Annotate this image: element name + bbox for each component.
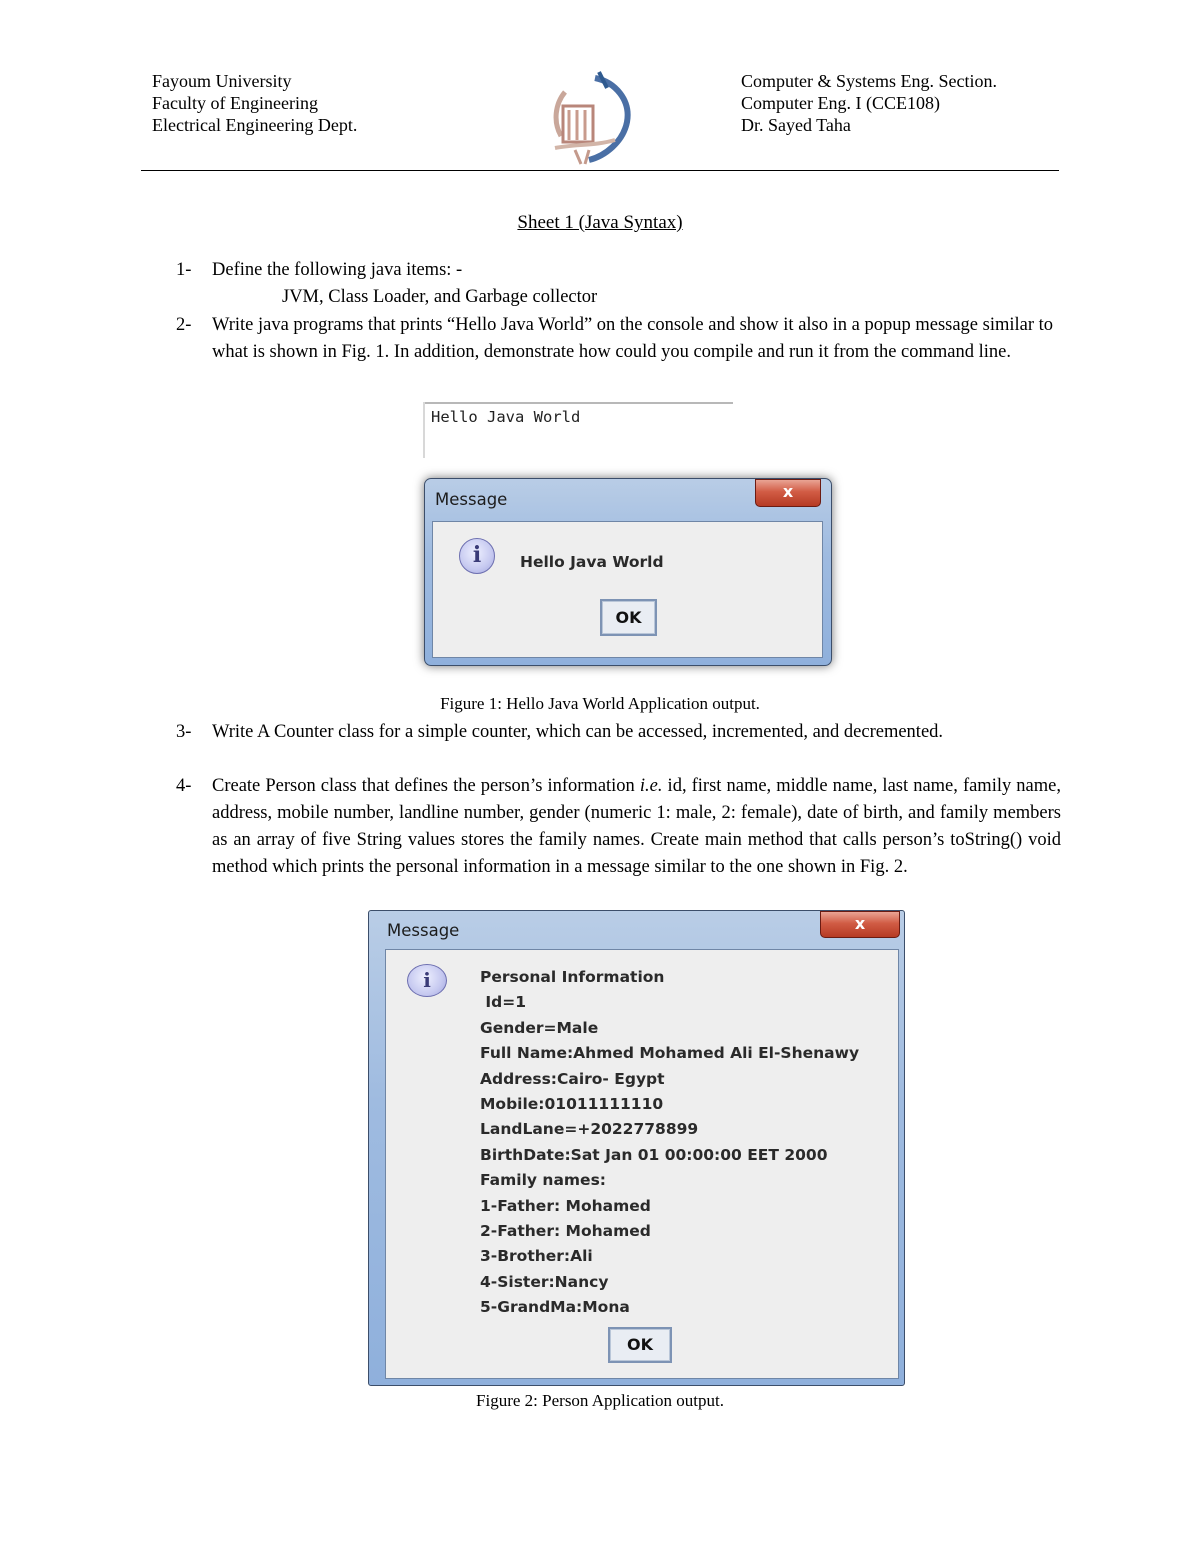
question-number: 4- (176, 776, 192, 796)
question-text: Create Person class that defines the person’s information i.e. id, first name, middle name, last name, family name, address, mobile number, landline number, gender (numeric 1: male, 2: female), date of birth, and family members as an array of five String values stores the family names. Create main method that calls person’s toString() void method which prints the personal information in a message similar to the one shown in Fig. 2. (212, 776, 1061, 877)
header-divider (141, 170, 1059, 171)
info-line: Gender=Male (480, 1018, 599, 1037)
person-info-lines (480, 965, 859, 1321)
question-number: 3- (176, 722, 192, 742)
question-2 (176, 312, 1061, 394)
question-4 (176, 773, 1061, 909)
info-line: Address:Cairo- Egypt (480, 1069, 665, 1088)
instructor-name: Dr. Sayed Taha (741, 115, 851, 135)
header-left (152, 70, 357, 136)
figure-2-caption: Figure 2: Person Application output. (476, 1391, 724, 1410)
ie-abbrev: i.e. (639, 776, 663, 796)
info-line: Full Name:Ahmed Mohamed Ali El-Shenawy (480, 1044, 860, 1063)
info-line: 2-Father: Mohamed (480, 1222, 651, 1241)
university-name: Fayoum University (152, 71, 292, 91)
dialog-title: Message (387, 921, 460, 940)
sheet-title: Sheet 1 (Java Syntax) (517, 212, 683, 233)
question-items: JVM, Class Loader, and Garbage collector (282, 287, 598, 307)
info-icon: i (407, 964, 447, 997)
console-output (423, 402, 733, 458)
dialog-title: Message (435, 490, 508, 509)
question-3 (176, 719, 1061, 775)
department-name: Electrical Engineering Dept. (152, 115, 358, 135)
header-right (741, 70, 997, 136)
course-name: Computer Eng. I (CCE108) (741, 93, 940, 113)
dialog-panel (432, 521, 823, 658)
console-text: Hello Java World (431, 408, 581, 426)
dialog-panel (385, 949, 899, 1379)
info-line: LandLane=+2022778899 (480, 1120, 699, 1139)
info-line: 4-Sister:Nancy (480, 1272, 609, 1291)
ok-button[interactable]: OK (600, 599, 657, 636)
question-text: Write java programs that prints “Hello Java World” on the console and show it also in a popup message similar to what is shown in Fig. 1. In addition, demonstrate how could you compile and run it from the command line. (212, 315, 1054, 362)
figure-1-caption: Figure 1: Hello Java World Application output. (440, 694, 760, 713)
info-icon: i (459, 538, 495, 574)
faculty-name: Faculty of Engineering (152, 93, 318, 113)
question-number: 2- (176, 315, 192, 335)
university-logo (545, 70, 635, 166)
question-number: 1- (176, 260, 192, 280)
message-dialog-person (368, 910, 905, 1386)
message-dialog-hello (424, 478, 832, 666)
info-line: 3-Brother:Ali (480, 1247, 593, 1266)
dialog-message: Hello Java World (520, 553, 664, 571)
info-line: 1-Father: Mohamed (480, 1196, 651, 1215)
question-text: Define the following java items: - (212, 260, 463, 280)
close-button[interactable]: x (755, 479, 821, 507)
close-button[interactable]: x (820, 911, 900, 938)
info-line: Family names: (480, 1171, 606, 1190)
info-line: Id=1 (480, 993, 527, 1012)
info-line: 5-GrandMa:Mona (480, 1298, 630, 1317)
section-name: Computer & Systems Eng. Section. (741, 71, 997, 91)
question-1 (176, 257, 1061, 313)
info-line: Personal Information (480, 968, 665, 986)
ok-button[interactable]: OK (608, 1327, 672, 1363)
question-text: Write A Counter class for a simple counter, which can be accessed, incremented, and decremented. (212, 722, 944, 742)
info-line: BirthDate:Sat Jan 01 00:00:00 EET 2000 (480, 1145, 828, 1164)
info-line: Mobile:01011111110 (480, 1095, 664, 1114)
